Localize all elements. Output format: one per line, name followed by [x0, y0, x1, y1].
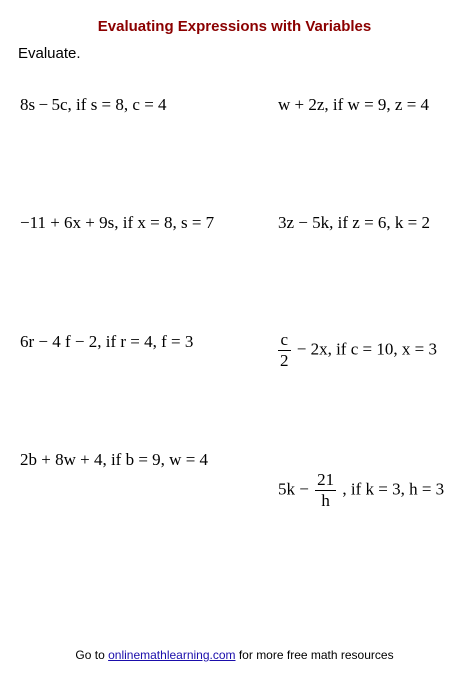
instruction-text: Evaluate.: [18, 45, 81, 62]
fraction: [278, 330, 291, 371]
problem-3: −11 + 6x + 9s, if x = 8, s = 7: [20, 213, 215, 232]
problem-8-rest: , if k = 3, h = 3: [342, 479, 445, 499]
fraction-denominator: 2: [280, 351, 289, 370]
problem-6: [276, 330, 437, 371]
problem-1: 8s − 5c, if s = 8, c = 4: [20, 95, 167, 114]
problem-7: 2b + 8w + 4, if b = 9, w = 4: [20, 450, 209, 469]
problem-8: [278, 470, 444, 511]
worksheet-title: Evaluating Expressions with Variables: [97, 18, 372, 35]
problem-2: w + 2z, if w = 9, z = 4: [278, 95, 430, 114]
fraction-numerator: c: [278, 330, 291, 351]
problem-5: 6r − 4 f − 2, if r = 4, f = 3: [20, 332, 194, 351]
fraction-denominator: h: [321, 491, 330, 510]
problem-6-rest: − 2x, if c = 10, x = 3: [296, 339, 437, 359]
problem-4: 3z − 5k, if z = 6, k = 2: [278, 213, 430, 232]
footer-suffix: for more free math resources: [235, 648, 394, 662]
footer: [0, 648, 469, 662]
footer-link[interactable]: onlinemathlearning.com: [108, 648, 236, 662]
problem-8-lead: 5k −: [278, 479, 309, 499]
fraction: [315, 470, 336, 511]
fraction-numerator: 21: [317, 470, 335, 489]
footer-prefix: Go to: [75, 648, 109, 662]
